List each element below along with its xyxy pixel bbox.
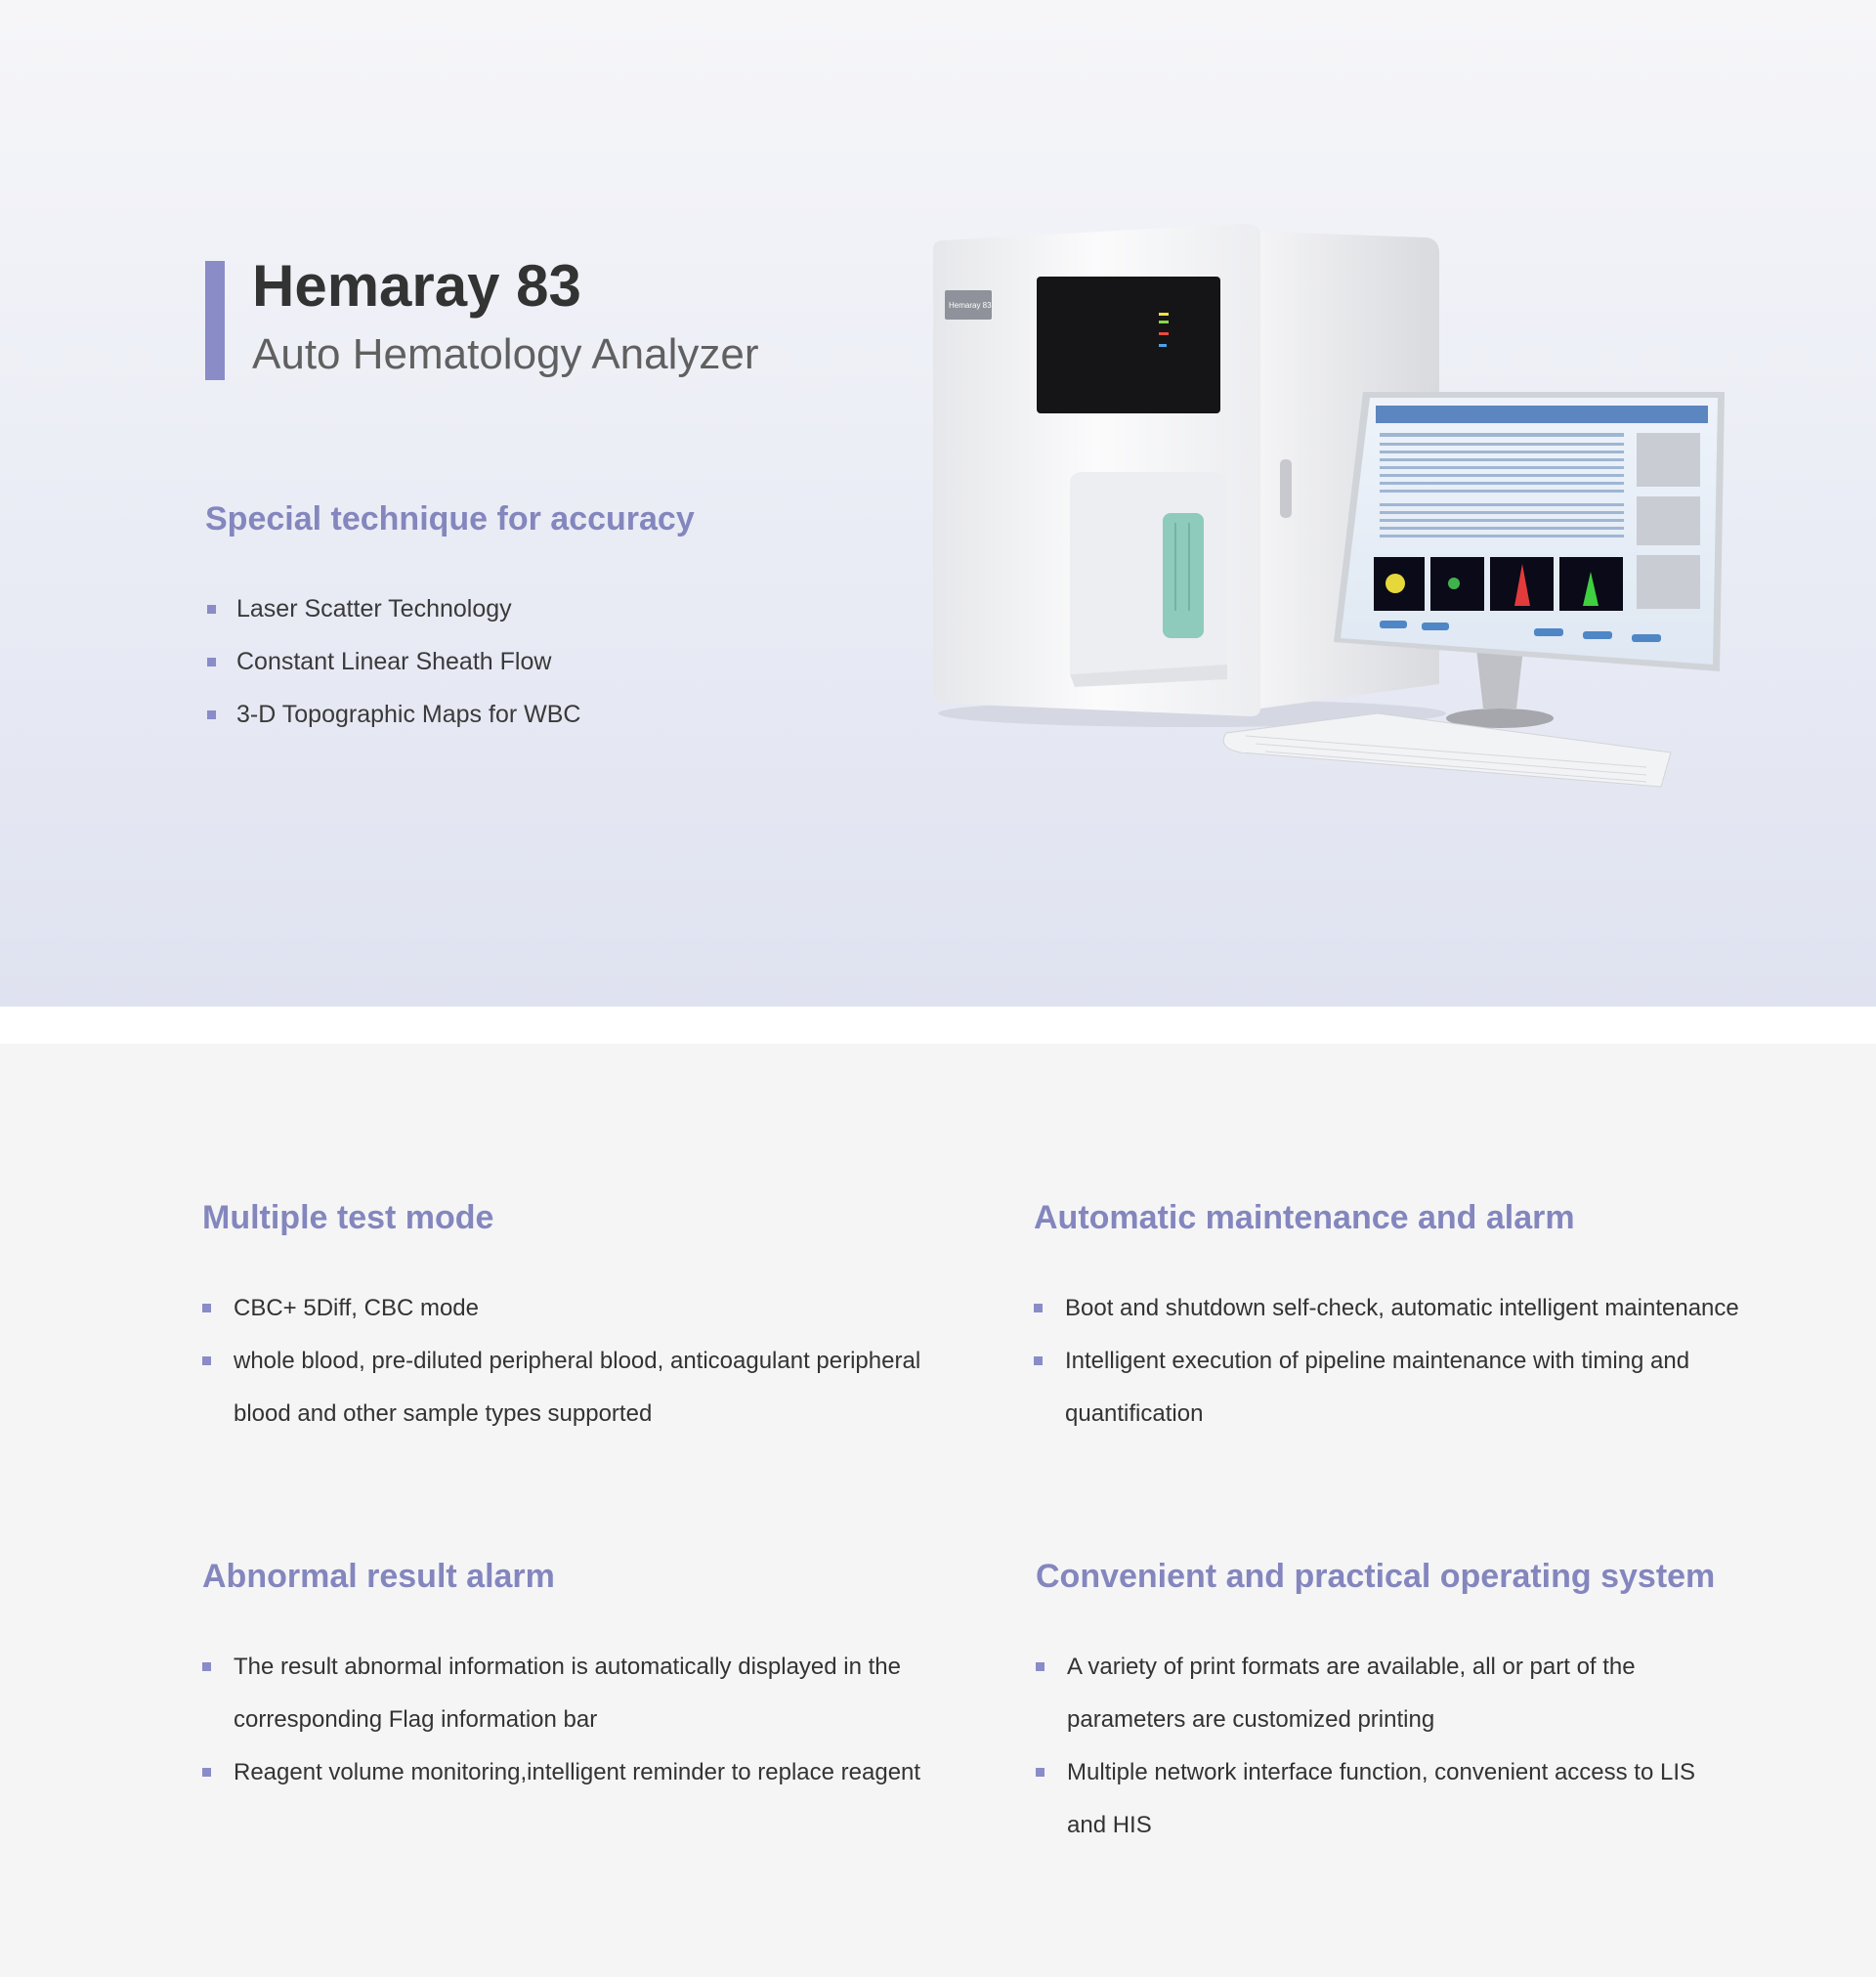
title-accent-bar [205,261,225,380]
block-title: Multiple test mode [202,1199,494,1236]
block-title: Convenient and practical operating system [1036,1558,1716,1595]
section-divider [0,1007,1876,1044]
bullet-icon [207,605,216,614]
bullet-icon [207,658,216,666]
block-abnormal-alarm [202,1558,964,1799]
list-item: Reagent volume monitoring,intelligent reminder to replace reagent [202,1746,964,1799]
bullet-icon [202,1356,211,1365]
hero-section: Hemaray 83 Auto Hematology Analyzer Special technique for accuracy Laser Scatter Technology Constant Linear Sheath Flow 3-D Topographic Maps for WBC Hemaray 83 [0,0,1876,1007]
product-title: Hemaray 83 [252,253,581,319]
block-title: Abnormal result alarm [202,1558,555,1595]
list-item: The result abnormal information is automatically displayed in the corresponding Flag information bar [202,1641,945,1746]
block-operating-system [1036,1558,1778,1852]
block-test-mode [202,1199,964,1440]
features-section [0,1044,1876,1977]
block-maintenance [1034,1199,1796,1440]
list-item: CBC+ 5Diff, CBC mode [202,1282,964,1335]
bullet-icon [1036,1768,1045,1777]
bullet-icon [202,1768,211,1777]
block-title: Automatic maintenance and alarm [1034,1199,1575,1236]
bullet-icon [202,1662,211,1671]
bullet-icon [1034,1356,1043,1365]
device-label: Hemaray 83 [949,301,992,310]
bullet-icon [207,710,216,719]
bullet-icon [1034,1304,1043,1312]
list-item: Intelligent execution of pipeline maintenance with timing and quantification [1034,1335,1698,1440]
list-item: Boot and shutdown self-check, automatic intelligent maintenance [1034,1282,1796,1335]
bullet-icon [1036,1662,1045,1671]
list-item: A variety of print formats are available, all or part of the parameters are customized printing [1036,1641,1700,1746]
section-title-accuracy: Special technique for accuracy [205,500,695,537]
analyzer-product-image [918,220,1739,806]
product-subtitle: Auto Hematology Analyzer [252,330,759,378]
list-item: Multiple network interface function, convenient access to LIS and HIS [1036,1746,1700,1852]
list-item: whole blood, pre-diluted peripheral blood, anticoagulant peripheral blood and other sample types supported [202,1335,964,1440]
bullet-icon [202,1304,211,1312]
